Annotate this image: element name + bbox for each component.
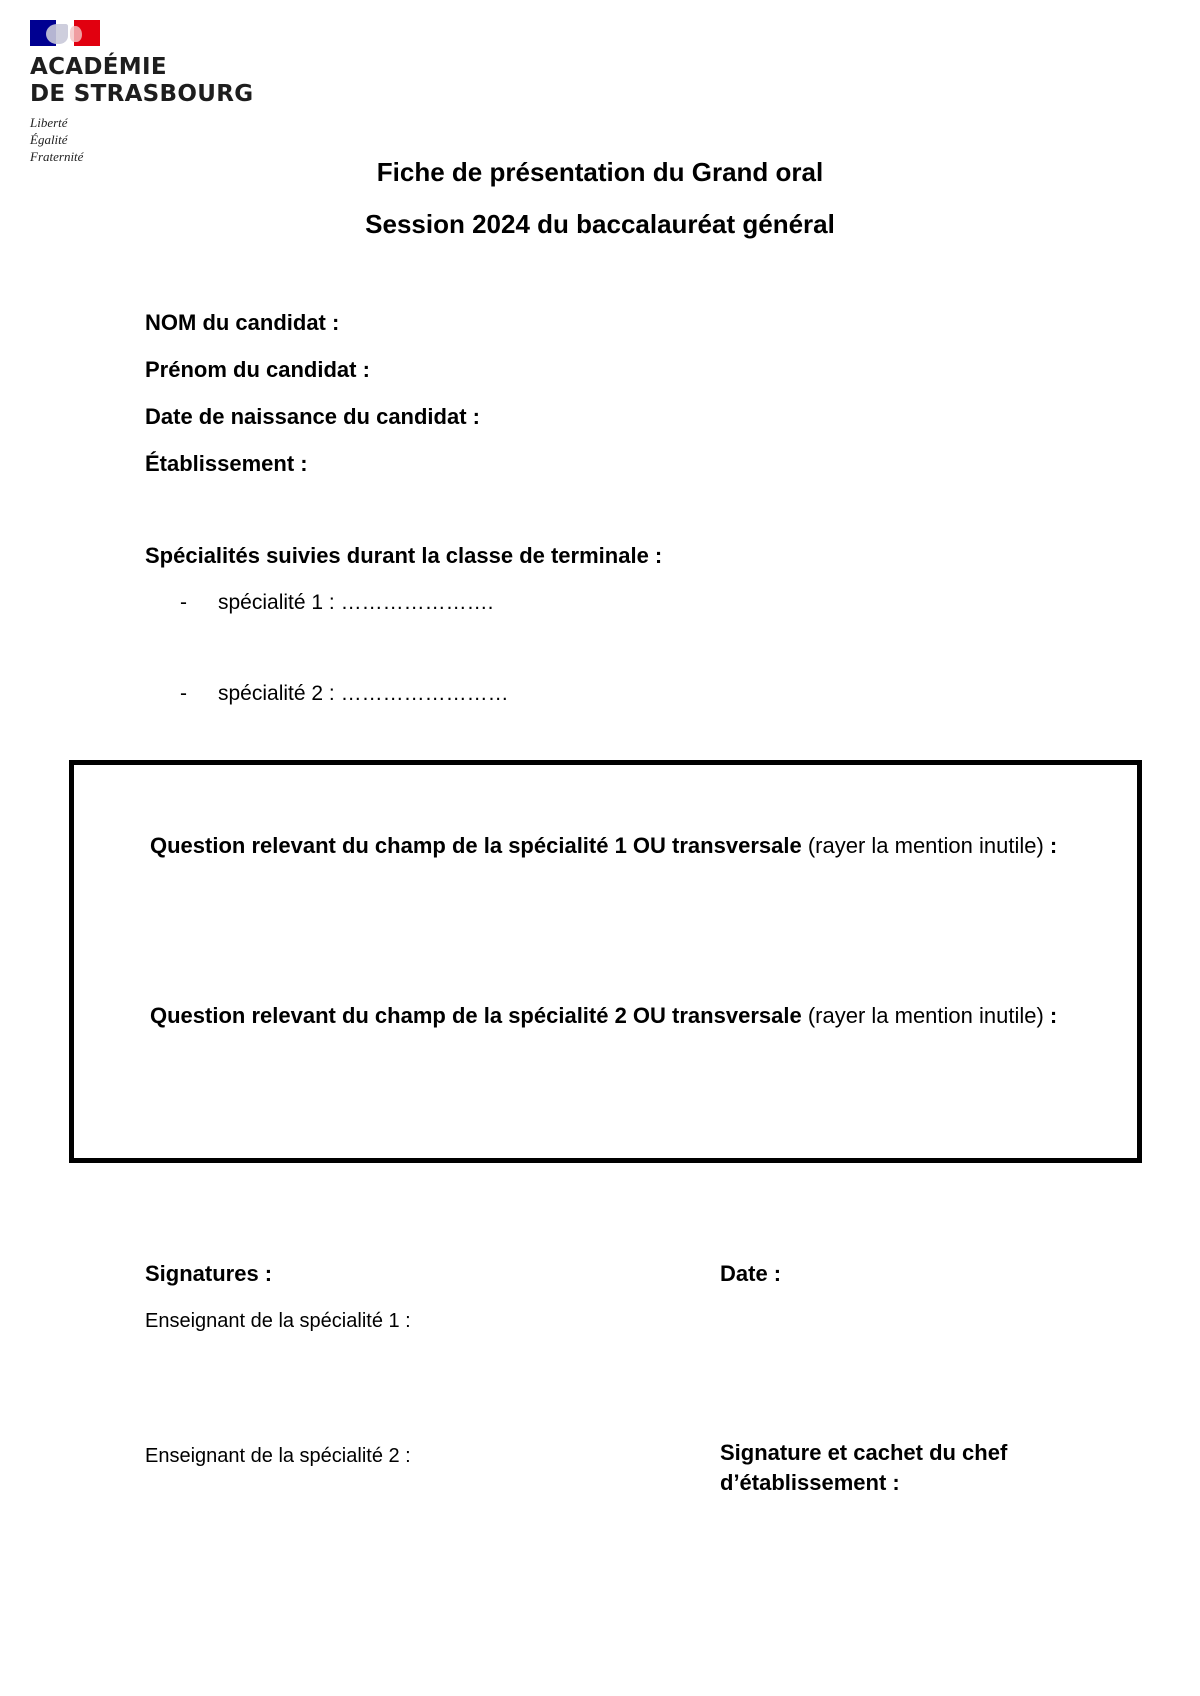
candidate-birthdate-label: Date de naissance du candidat : xyxy=(145,404,480,429)
question-1-title: Question relevant du champ de la spécialité 1 OU transversale xyxy=(150,833,802,858)
question-2-colon: : xyxy=(1043,1003,1058,1028)
candidate-name-label: NOM du candidat : xyxy=(145,310,340,335)
document-title: Fiche de présentation du Grand oral xyxy=(376,157,824,187)
motto-egalite: Égalité xyxy=(30,132,68,147)
question-1-colon: : xyxy=(1043,833,1058,858)
candidate-firstname-label: Prénom du candidat : xyxy=(145,357,370,382)
specialties-heading: Spécialités suivies durant la classe de terminale : xyxy=(145,543,663,568)
document-subtitle: Session 2024 du baccalauréat général xyxy=(365,209,835,239)
question-2-note: (rayer la mention inutile) xyxy=(801,1003,1044,1028)
specialty-2-text: spécialité 2 : …………………… xyxy=(218,682,509,705)
motto-liberte: Liberté xyxy=(30,115,68,130)
motto-fraternite: Fraternité xyxy=(30,149,84,164)
academy-name-line1: ACADÉMIE xyxy=(30,54,167,80)
candidate-school-label: Établissement : xyxy=(145,451,308,476)
specialty-1-text: spécialité 1 : …………………. xyxy=(218,591,494,614)
question-1 xyxy=(150,831,1090,860)
marianne-flag-icon xyxy=(30,20,100,46)
list-dash: - xyxy=(180,591,187,614)
academy-logo xyxy=(30,20,290,165)
academy-name-line2: DE STRASBOURG xyxy=(30,81,254,107)
principal-signature-label: Signature et cachet du chef d’établissement : xyxy=(720,1440,1008,1495)
teacher-2-signature-label: Enseignant de la spécialité 2 : xyxy=(145,1445,411,1467)
specialty-2-line xyxy=(180,680,509,708)
specialty-1-line xyxy=(180,589,493,617)
question-2 xyxy=(150,1001,1090,1030)
list-dash: - xyxy=(180,682,187,705)
signatures-heading: Signatures : xyxy=(145,1261,273,1286)
question-1-note: (rayer la mention inutile) xyxy=(801,833,1044,858)
question-2-title: Question relevant du champ de la spécialité 2 OU transversale xyxy=(150,1003,802,1028)
date-label: Date : xyxy=(720,1261,782,1286)
questions-box xyxy=(69,760,1142,1163)
teacher-1-signature-label: Enseignant de la spécialité 1 : xyxy=(145,1310,411,1332)
academy-name xyxy=(30,54,290,108)
